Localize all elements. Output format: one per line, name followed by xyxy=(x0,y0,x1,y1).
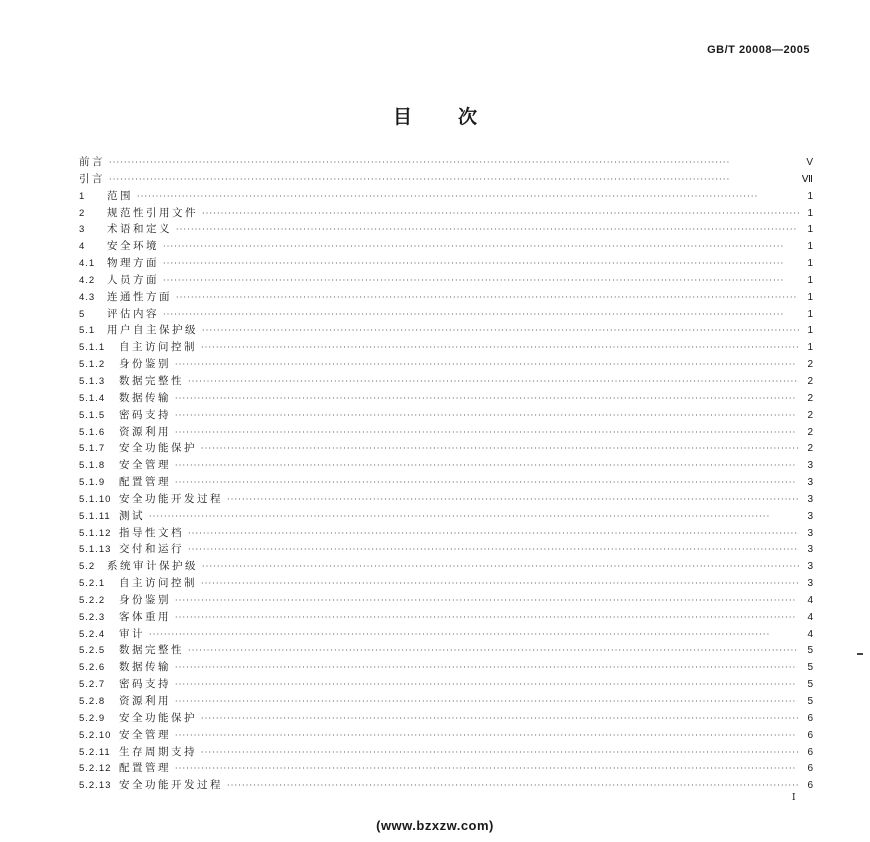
toc-entry[interactable] xyxy=(79,188,813,205)
toc-entry-label: 生存周期支持 xyxy=(119,745,197,758)
toc-entry-label: 自主访问控制 xyxy=(119,341,197,354)
toc-entry-number: 5.2.13 xyxy=(79,780,112,792)
toc-leader-dots xyxy=(149,509,799,525)
toc-entry-number: 5.1 xyxy=(79,325,96,337)
toc-entry-page: 2 xyxy=(807,426,813,438)
toc-entry-label: 密码支持 xyxy=(119,408,171,421)
toc-entry-number: 5.1.3 xyxy=(79,375,106,387)
toc-entry[interactable] xyxy=(79,457,813,474)
toc-entry-label: 身份鉴别 xyxy=(119,358,171,371)
toc-leader-dots xyxy=(175,458,799,474)
toc-entry-page: 3 xyxy=(807,561,813,573)
toc-entry-number: 5.1.13 xyxy=(79,544,112,556)
toc-entry[interactable] xyxy=(79,289,813,306)
toc-entry-page: 6 xyxy=(807,780,813,792)
toc-entry-number: 1 xyxy=(79,190,86,202)
toc-leader-dots xyxy=(175,475,799,491)
toc-entry[interactable] xyxy=(79,440,813,457)
toc-entry-page: 5 xyxy=(807,696,813,707)
toc-entry-page: 3 xyxy=(807,578,813,590)
toc-entry[interactable] xyxy=(79,356,813,373)
toc-entry[interactable] xyxy=(79,272,813,289)
table-of-contents xyxy=(79,154,813,794)
toc-leader-dots xyxy=(175,425,799,441)
toc-entry[interactable] xyxy=(79,710,813,727)
toc-entry-page: 3 xyxy=(807,460,813,472)
margin-mark xyxy=(857,653,863,655)
toc-entry[interactable] xyxy=(79,306,813,323)
toc-leader-dots xyxy=(175,408,799,424)
toc-entry-label: 交付和运行 xyxy=(119,543,184,556)
toc-entry[interactable] xyxy=(79,154,813,171)
toc-entry-label: 测试 xyxy=(119,509,145,522)
toc-entry-label: 审计 xyxy=(119,627,145,640)
toc-leader-dots xyxy=(201,441,799,457)
toc-entry-label: 密码支持 xyxy=(119,678,171,691)
toc-entry-page: 1 xyxy=(807,325,813,337)
toc-entry-number: 5.1.7 xyxy=(79,443,106,455)
toc-leader-dots xyxy=(149,627,799,643)
toc-entry[interactable] xyxy=(79,760,813,777)
toc-entry-number: 5.1.11 xyxy=(79,510,111,522)
toc-entry-number: 5.1.4 xyxy=(79,392,106,404)
toc-entry-number: 5.2.5 xyxy=(79,645,106,657)
toc-leader-dots xyxy=(176,290,799,306)
toc-leader-dots xyxy=(175,593,799,609)
toc-entry[interactable] xyxy=(79,676,813,693)
toc-leader-dots xyxy=(201,340,799,356)
toc-entry[interactable] xyxy=(79,642,813,659)
toc-entry-page: 2 xyxy=(807,443,813,455)
toc-entry-number: 3 xyxy=(79,224,86,236)
toc-entry-label: 数据传输 xyxy=(119,391,171,404)
toc-entry-label: 数据完整性 xyxy=(119,374,184,387)
toc-entry-page: 4 xyxy=(807,628,813,640)
toc-leader-dots xyxy=(201,711,799,727)
toc-entry-number: 5.2.8 xyxy=(79,696,106,707)
toc-leader-dots xyxy=(175,357,799,373)
toc-entry-label: 范围 xyxy=(107,189,133,202)
toc-entry-page: 2 xyxy=(807,359,813,371)
toc-entry-number: 2 xyxy=(79,207,86,219)
toc-entry-number: 5.1.8 xyxy=(79,460,106,472)
toc-entry-number: 5 xyxy=(79,308,86,320)
toc-entry-page: 2 xyxy=(807,409,813,421)
toc-entry-label: 配置管理 xyxy=(119,476,171,489)
standard-number: GB/T 20008—2005 xyxy=(707,44,810,56)
toc-entry-label: 安全功能开发过程 xyxy=(119,492,223,505)
toc-leader-dots xyxy=(163,307,799,323)
toc-entry-page: 3 xyxy=(807,477,813,489)
toc-entry-page: 1 xyxy=(807,342,813,354)
toc-entry[interactable] xyxy=(79,727,813,744)
toc-entry-page: Ⅶ xyxy=(801,173,813,185)
toc-leader-dots xyxy=(188,374,799,390)
toc-entry-page: 3 xyxy=(807,527,813,539)
toc-leader-dots xyxy=(163,256,799,272)
toc-entry[interactable] xyxy=(79,659,813,676)
toc-entry-label: 数据完整性 xyxy=(119,644,184,657)
toc-entry-page: 1 xyxy=(807,274,813,286)
toc-entry-page: 4 xyxy=(807,611,813,623)
toc-entry[interactable] xyxy=(79,255,813,272)
toc-entry-number: 5.1.9 xyxy=(79,477,106,489)
toc-entry-label: 指导性文档 xyxy=(119,526,184,539)
toc-leader-dots xyxy=(175,610,799,626)
toc-entry-page: 2 xyxy=(807,375,813,387)
toc-entry-label: 自主访问控制 xyxy=(119,577,197,590)
toc-leader-dots xyxy=(175,660,799,676)
toc-entry-page: 1 xyxy=(807,224,813,236)
toc-leader-dots xyxy=(175,677,799,693)
toc-entry-number: 5.2.4 xyxy=(79,628,106,640)
toc-entry-label: 术语和定义 xyxy=(107,223,172,236)
toc-entry-label: 安全功能开发过程 xyxy=(119,779,223,792)
toc-entry-page: 1 xyxy=(807,258,813,270)
toc-leader-dots xyxy=(175,694,799,710)
toc-entry-label: 评估内容 xyxy=(107,307,159,320)
toc-entry-number: 5.2 xyxy=(79,561,96,573)
toc-entry-number: 5.2.7 xyxy=(79,679,106,691)
toc-entry-label: 用户自主保护级 xyxy=(107,324,198,337)
toc-entry-number: 4.3 xyxy=(79,291,96,303)
toc-entry-number: 4 xyxy=(79,241,86,253)
toc-leader-dots xyxy=(188,643,799,659)
toc-entry-label: 引言 xyxy=(79,172,105,185)
toc-entry-number: 4.1 xyxy=(79,258,96,270)
toc-entry[interactable] xyxy=(79,171,813,188)
toc-leader-dots xyxy=(175,391,799,407)
page-title: 目次 xyxy=(392,106,523,128)
toc-entry-label: 连通性方面 xyxy=(107,290,172,303)
toc-leader-dots xyxy=(109,155,799,171)
toc-entry-label: 安全管理 xyxy=(119,459,171,472)
toc-entry-label: 系统审计保护级 xyxy=(107,560,198,573)
toc-entry[interactable] xyxy=(79,508,813,525)
toc-leader-dots xyxy=(202,559,799,575)
toc-entry-number: 5.1.12 xyxy=(79,527,112,539)
toc-entry-label: 安全功能保护 xyxy=(119,442,197,455)
toc-entry[interactable] xyxy=(79,390,813,407)
toc-entry-label: 安全管理 xyxy=(119,728,171,741)
toc-entry-number: 5.2.6 xyxy=(79,662,106,674)
toc-entry-label: 安全环境 xyxy=(107,240,159,253)
toc-entry[interactable] xyxy=(79,205,813,222)
toc-entry-number: 5.1.2 xyxy=(79,359,106,371)
toc-entry[interactable] xyxy=(79,424,813,441)
toc-entry-number: 5.2.9 xyxy=(79,712,106,724)
toc-entry-label: 人员方面 xyxy=(107,273,159,286)
toc-leader-dots xyxy=(201,576,799,592)
toc-entry-number: 5.1.5 xyxy=(79,409,106,421)
toc-entry-number: 5.2.2 xyxy=(79,594,106,606)
toc-entry-page: 2 xyxy=(807,392,813,404)
toc-entry[interactable] xyxy=(79,592,813,609)
toc-entry[interactable] xyxy=(79,777,813,794)
toc-entry-page: 6 xyxy=(807,712,813,724)
toc-entry-page: 3 xyxy=(807,493,813,505)
toc-entry-number: 4.2 xyxy=(79,274,96,286)
toc-entry[interactable] xyxy=(79,575,813,592)
toc-leader-dots xyxy=(175,728,799,744)
page-folio: I xyxy=(792,793,796,803)
toc-entry[interactable] xyxy=(79,525,813,542)
toc-entry-page: 1 xyxy=(807,207,813,219)
toc-entry-label: 资源利用 xyxy=(119,695,171,707)
toc-entry-page: 6 xyxy=(807,746,813,758)
toc-leader-dots xyxy=(163,273,799,289)
toc-entry-page: 1 xyxy=(807,291,813,303)
toc-leader-dots xyxy=(176,222,799,238)
toc-entry-page: 1 xyxy=(807,308,813,320)
toc-entry-page: 3 xyxy=(807,544,813,556)
toc-entry-page: 5 xyxy=(807,662,813,674)
toc-entry-page: 1 xyxy=(807,241,813,253)
toc-entry-number: 5.2.11 xyxy=(79,746,111,758)
toc-leader-dots xyxy=(201,745,799,761)
toc-entry[interactable] xyxy=(79,558,813,575)
toc-entry[interactable] xyxy=(79,322,813,339)
footer-watermark: (www.bzxzw.com) xyxy=(376,818,494,833)
toc-entry-label: 数据传输 xyxy=(119,661,171,674)
toc-entry-page: 4 xyxy=(807,594,813,606)
toc-leader-dots xyxy=(163,239,799,255)
toc-leader-dots xyxy=(202,206,799,222)
toc-entry-label: 规范性引用文件 xyxy=(107,206,198,219)
toc-entry[interactable] xyxy=(79,541,813,558)
toc-entry-number: 5.2.3 xyxy=(79,611,106,623)
toc-entry[interactable] xyxy=(79,744,813,761)
toc-entry-number: 5.2.1 xyxy=(79,578,106,590)
toc-entry[interactable] xyxy=(79,238,813,255)
toc-entry[interactable] xyxy=(79,339,813,356)
toc-entry[interactable] xyxy=(79,491,813,508)
toc-entry-label: 前言 xyxy=(79,156,105,168)
toc-entry[interactable] xyxy=(79,474,813,491)
toc-leader-dots xyxy=(188,526,799,542)
toc-entry-page: V xyxy=(806,157,813,168)
toc-leader-dots xyxy=(202,323,799,339)
toc-entry[interactable] xyxy=(79,221,813,238)
toc-entry-label: 资源利用 xyxy=(119,425,171,438)
toc-leader-dots xyxy=(137,189,799,205)
toc-entry-number: 5.2.10 xyxy=(79,729,112,741)
toc-entry-label: 身份鉴别 xyxy=(119,593,171,606)
toc-entry-label: 客体重用 xyxy=(119,610,171,623)
toc-leader-dots xyxy=(227,778,799,794)
toc-entry-page: 6 xyxy=(807,763,813,775)
toc-entry-number: 5.1.10 xyxy=(79,493,112,505)
toc-leader-dots xyxy=(227,492,799,508)
toc-entry-number: 5.2.12 xyxy=(79,763,112,775)
toc-entry-page: 1 xyxy=(807,190,813,202)
toc-entry-label: 物理方面 xyxy=(107,257,159,270)
toc-leader-dots xyxy=(188,542,799,558)
toc-entry-number: 5.1.1 xyxy=(79,342,106,354)
toc-entry[interactable] xyxy=(79,693,813,710)
toc-entry-number: 5.1.6 xyxy=(79,426,106,438)
toc-leader-dots xyxy=(175,761,799,777)
toc-entry-page: 6 xyxy=(807,729,813,741)
toc-entry[interactable] xyxy=(79,373,813,390)
toc-entry[interactable] xyxy=(79,407,813,424)
toc-entry-page: 5 xyxy=(807,645,813,657)
toc-entry-label: 配置管理 xyxy=(119,762,171,775)
toc-entry[interactable] xyxy=(79,626,813,643)
toc-entry[interactable] xyxy=(79,609,813,626)
toc-leader-dots xyxy=(109,172,799,188)
toc-entry-page: 3 xyxy=(807,510,813,522)
toc-entry-page: 5 xyxy=(807,679,813,691)
toc-entry-label: 安全功能保护 xyxy=(119,711,197,724)
